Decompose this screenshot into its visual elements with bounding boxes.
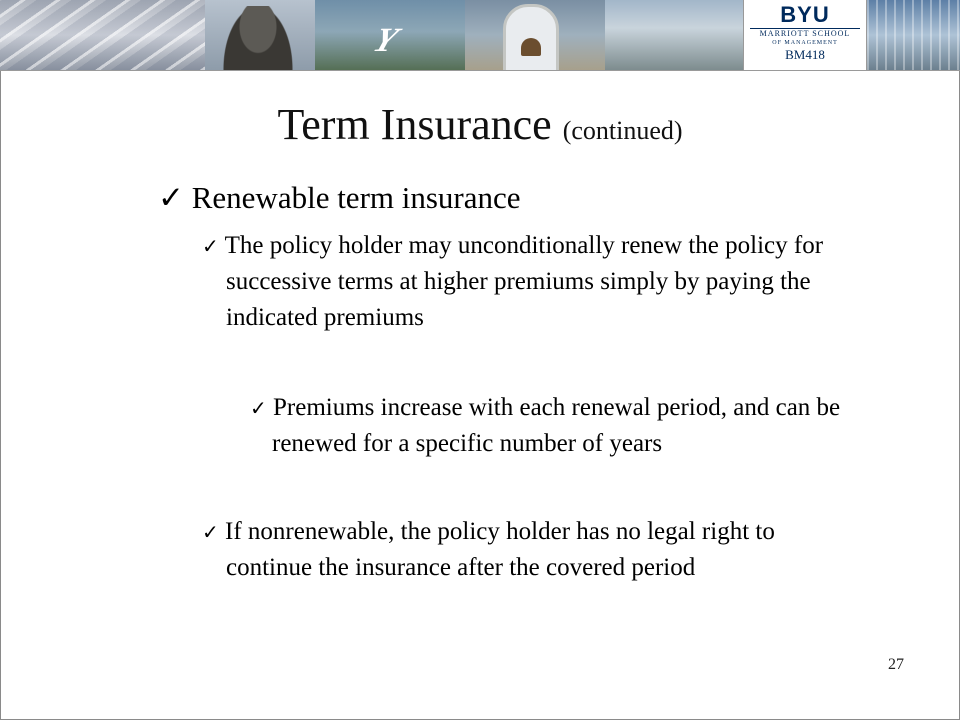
bullet-level-2 xyxy=(202,228,866,336)
bullet-level-2 xyxy=(202,514,866,586)
title-suffix: (continued) xyxy=(562,116,683,145)
bullet-level-1 xyxy=(158,178,858,218)
statue-photo xyxy=(205,0,315,70)
bullet-text: The policy holder may unconditionally renew the policy for successive terms at higher premiums simply by paying the indicated premiums xyxy=(224,232,824,331)
bullet-text: Premiums increase with each renewal period, and can be renewed for a specific number of years xyxy=(272,394,841,457)
byu-logo xyxy=(743,0,867,70)
checkmark-icon: ✓ xyxy=(202,234,219,258)
slide-title xyxy=(0,99,960,157)
school-line-1: MARRIOTT SCHOOL xyxy=(750,28,860,39)
bullet-level-3 xyxy=(250,390,892,462)
mountain-photo: Y xyxy=(315,0,465,70)
bullet-text: Renewable term insurance xyxy=(191,180,521,215)
header-banner xyxy=(0,0,960,71)
bullet-text: If nonrenewable, the policy holder has no legal right to continue the insurance after the covered period xyxy=(225,518,775,581)
checkmark-icon: ✓ xyxy=(250,396,267,420)
building-photo xyxy=(0,0,205,70)
checkmark-icon: ✓ xyxy=(202,520,219,544)
campus-photo xyxy=(605,0,743,70)
page-number: 27 xyxy=(888,656,904,673)
bell-tower-photo xyxy=(465,0,605,70)
school-name: BYU xyxy=(780,2,830,27)
course-code: BM418 xyxy=(785,47,825,62)
title-text: Term Insurance xyxy=(277,100,552,149)
checkmark-icon: ✓ xyxy=(158,180,184,216)
school-line-2: OF MANAGEMENT xyxy=(772,40,838,46)
tower-photo xyxy=(867,0,960,70)
